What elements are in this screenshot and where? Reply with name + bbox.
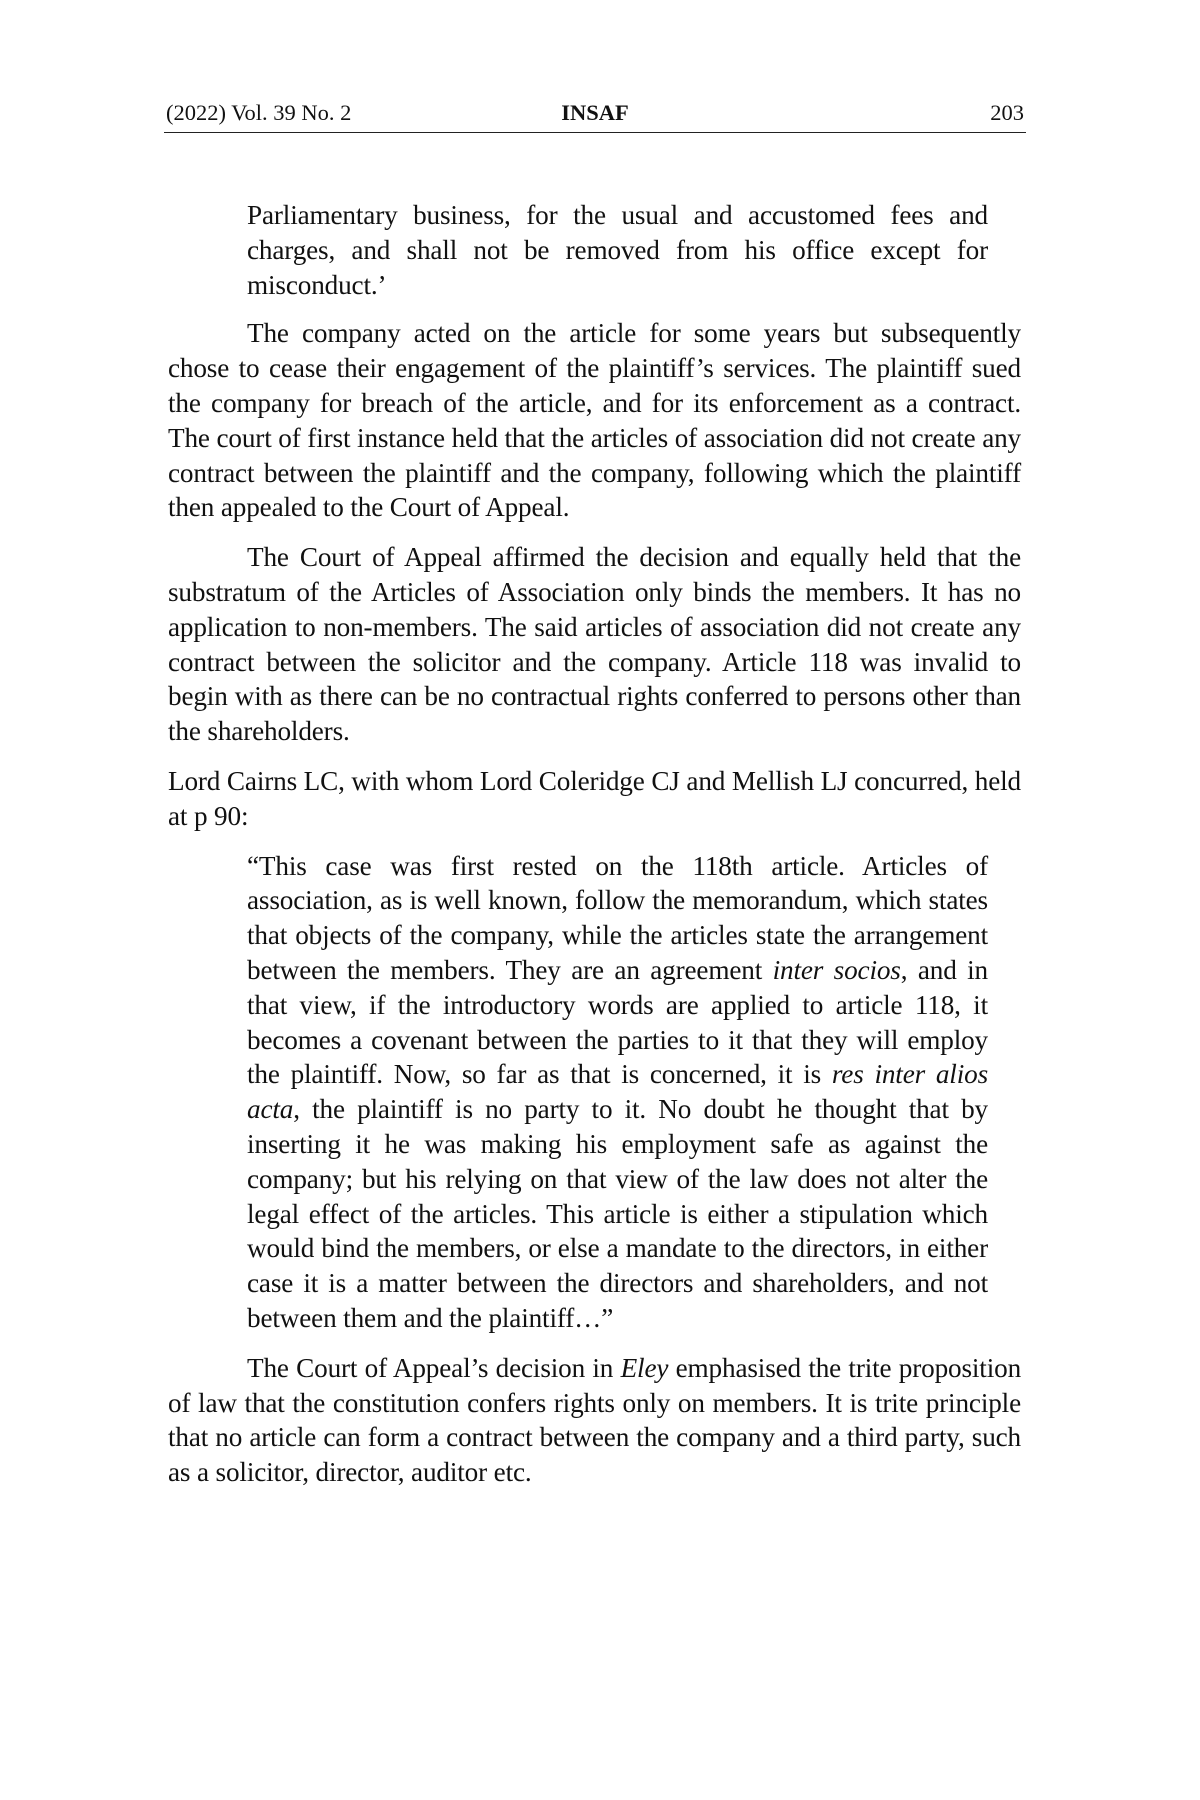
quote-text: , and in that view, if the introductory words are applied to article 118, it becomes a covenant between the parties to it that they will employ the plaintiff. Now, so far as that is concerned, it is <box>247 954 988 1090</box>
journal-title: INSAF <box>561 100 629 125</box>
article-body <box>168 198 1021 1490</box>
quote-italic-term: res inter alios acta <box>247 1059 988 1125</box>
paragraph-court-affirmed: The Court of Appeal affirmed the decision and equally held that the substratum of the Articles of Association only binds the members. It has no application to non-members. The said articles of association did not create any contract between the solicitor and the company. Article 118 was invalid to begin with as there can be no contractual rights conferred to persons other than the shareholders. <box>168 542 1021 747</box>
quote-text: “This case was first rested on the 118th article. Articles of association, as is well known, follow the memorandum, which states that objects of the company, while the articles state the arrangement between the members. They are an agreement <box>247 850 988 985</box>
paragraph-lord-cairns-intro: Lord Cairns LC, with whom Lord Coleridge CJ and Mellish LJ concurred, held at p 90: <box>168 765 1021 831</box>
block-quote-continuation: Parliamentary business, for the usual and accustomed fees and charges, and shall not be removed from his office except for misconduct.’ <box>247 200 988 300</box>
case-name-italic: Eley <box>620 1352 669 1383</box>
quote-italic-term: inter socios <box>772 954 901 985</box>
quote-text: , the plaintiff is no party to it. No doubt he thought that by inserting it he was making his employment safe as against the company; but his relying on that view of the law does not alter the legal effect of the articles. This article is either a stipulation which would bind the members, or else a mandate to the directors, in either case it is a matter between the directors and shareholders, and not between them and the plaintiff…” <box>247 1094 988 1333</box>
paragraph-text: emphasised the trite proposition of law that the constitution confers rights only on members. It is trite principle that no article can form a contract between the company and a third party, such as a solicitor, director, auditor etc. <box>168 1352 1022 1488</box>
journal-volume-label: (2022) Vol. 39 No. 2 <box>166 100 352 125</box>
page-number: 203 <box>990 100 1024 125</box>
paragraph-company-acted: The company acted on the article for some years but subsequently chose to cease their engagement of the plaintiff’s services. The plaintiff sued the company for breach of the article, and for its enforcement as a contract. The court of first instance held that the articles of association did not create any contract between the plaintiff and the company, following which the plaintiff then appealed to the Court of Appeal. <box>168 318 1021 523</box>
block-quote-lord-cairns <box>247 849 988 1336</box>
paragraph-text: The Court of Appeal’s decision in <box>247 1352 621 1383</box>
paragraph-eley <box>168 1351 1021 1490</box>
running-head <box>164 98 1026 133</box>
